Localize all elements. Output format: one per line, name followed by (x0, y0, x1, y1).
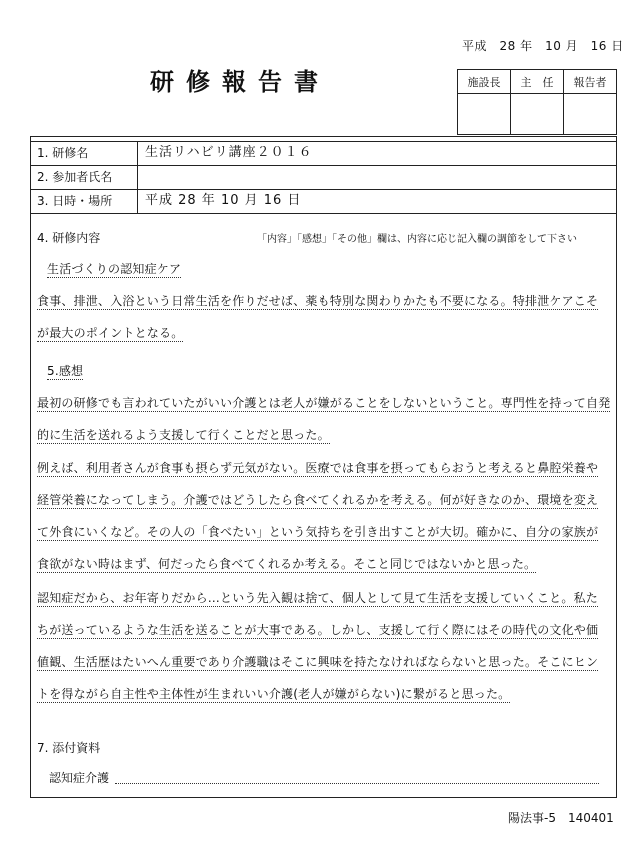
content-line: 最初の研修でも言われていたがいい介護とは老人が嫌がることをしないということ。専門性を持って自発 (37, 396, 611, 410)
datetime-label: 3. 日時・場所 (31, 189, 138, 213)
content-line: トを得ながら自主性や主体性が生まれいい介護(老人が嫌がらない)に繋がると思った。 (37, 687, 511, 701)
approval-stamp-table (457, 69, 617, 135)
content-line: ちが送っているような生活を送ることが大事である。しかし、支援して行く際にはその時代の文化や価 (37, 623, 599, 637)
content-line: 5.感想 (47, 364, 84, 378)
datetime-value[interactable]: 平成 28 年 10 月 16 日 (145, 193, 302, 208)
content-line: 値観、生活歴はたいへん重要であり介護職はそこに興味を持たなければならないと思った。そこにヒン (37, 655, 599, 669)
content-line: 経管栄養になってしまう。介護ではどうしたら食べてくれるかを考える。何が好きなのか、環境を変え (37, 493, 599, 507)
approval-stamp-chief[interactable] (511, 94, 564, 135)
content-line: 生活づくりの認知症ケア (47, 262, 182, 276)
participant-label: 2. 参加者氏名 (31, 165, 138, 189)
approval-stamp-director[interactable] (458, 94, 511, 135)
datetime-row (31, 189, 616, 214)
form-code: 陽法事-5 140401 (508, 811, 614, 825)
attachment-item: 認知症介護 (49, 771, 110, 785)
approval-head-director: 施設長 (458, 70, 511, 94)
content-line: て外食にいくなど。その人の「食べたい」という気持ちを引き出すことが大切。確かに、自分の家族が (37, 525, 599, 539)
approval-head-chief: 主 任 (511, 70, 564, 94)
report-form (30, 136, 617, 798)
content-line: が最大のポイントとなる。 (37, 326, 184, 340)
participant-row (31, 165, 616, 190)
content-label: 4. 研修内容 (37, 231, 101, 245)
content-line: 的に生活を送れるよう支援して行くことだと思った。 (37, 428, 330, 442)
attachment-label: 7. 添付資料 (37, 741, 101, 755)
page-title: 研修報告書 (150, 67, 330, 96)
attachment-fill-line (115, 783, 599, 784)
content-note: 「内容」「感想」「その他」欄は、内容に応じ記入欄の調節をして下さい (257, 234, 577, 245)
content-line: 食欲がない時はまず、何だったら食べてくれるか考える。そこと同じではないかと思った。 (37, 557, 537, 571)
content-line: 食事、排泄、入浴という日常生活を作りだせば、薬も特別な関わりかたも不要になる。特排泄ケアこそ (37, 294, 599, 308)
report-date: 平成 28 年 10 月 16 日 (462, 39, 624, 53)
training-name-value[interactable]: 生活リハビリ講座２０１６ (145, 145, 313, 160)
content-line: 例えば、利用者さんが食事も摂らず元気がない。医療では食事を摂ってもらおうと考えると鼻腔栄養や (37, 461, 599, 475)
approval-head-reporter: 報告者 (564, 70, 617, 94)
training-name-label: 1. 研修名 (31, 141, 138, 165)
training-name-row (31, 141, 616, 166)
content-line: 認知症だから、お年寄りだから…という先入観は捨て、個人として見て生活を支援していくこと。私た (37, 591, 598, 605)
approval-stamp-reporter[interactable] (564, 94, 617, 135)
